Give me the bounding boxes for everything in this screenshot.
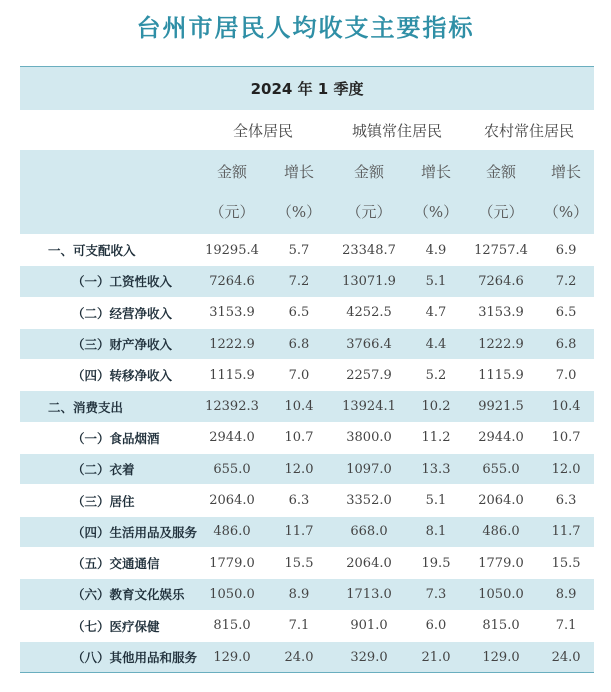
growth-cell: 7.0 <box>268 360 330 391</box>
growth-cell: 7.2 <box>538 266 594 297</box>
amount-cell: 815.0 <box>464 610 538 641</box>
amount-cell: 3153.9 <box>196 297 268 328</box>
row-label: （一）工资性收入 <box>20 266 196 297</box>
row-label: （一）食品烟酒 <box>20 422 196 453</box>
amount-cell: 12757.4 <box>464 235 538 266</box>
row-label: 一、可支配收入 <box>20 235 196 266</box>
growth-cell: 8.9 <box>538 579 594 610</box>
row-label: （八）其他用品和服务 <box>20 641 196 672</box>
indicators-table-container <box>20 66 594 673</box>
amount-cell: 19295.4 <box>196 235 268 266</box>
table-row <box>20 610 594 641</box>
row-label: （五）交通通信 <box>20 547 196 578</box>
amount-cell: 1115.9 <box>196 360 268 391</box>
row-label: （六）教育文化娱乐 <box>20 579 196 610</box>
growth-cell: 6.5 <box>268 297 330 328</box>
growth-unit: （%） <box>413 203 459 221</box>
growth-cell: 10.2 <box>408 391 464 422</box>
table-row <box>20 485 594 516</box>
table-row <box>20 516 594 547</box>
growth-label: 增长 <box>420 163 451 181</box>
amount-cell: 668.0 <box>330 516 408 547</box>
growth-cell: 15.5 <box>268 547 330 578</box>
row-label: （七）医疗保健 <box>20 610 196 641</box>
table-row <box>20 235 594 266</box>
amount-label: 金额 <box>216 163 247 181</box>
growth-cell: 19.5 <box>408 547 464 578</box>
amount-unit: （元） <box>346 203 392 221</box>
amount-cell: 23348.7 <box>330 235 408 266</box>
amount-cell: 3800.0 <box>330 422 408 453</box>
growth-cell: 12.0 <box>268 454 330 485</box>
sub-header-amount <box>464 150 538 235</box>
amount-cell: 13924.1 <box>330 391 408 422</box>
amount-cell: 9921.5 <box>464 391 538 422</box>
header-blank <box>20 110 196 150</box>
sub-header-growth <box>268 150 330 235</box>
growth-cell: 4.4 <box>408 328 464 359</box>
row-label: （二）衣着 <box>20 454 196 485</box>
growth-cell: 6.0 <box>408 610 464 641</box>
table-row <box>20 297 594 328</box>
amount-cell: 1779.0 <box>464 547 538 578</box>
group-header-row <box>20 110 594 150</box>
growth-cell: 6.3 <box>268 485 330 516</box>
sub-header-blank <box>20 150 196 235</box>
amount-cell: 3153.9 <box>464 297 538 328</box>
growth-cell: 5.1 <box>408 485 464 516</box>
growth-cell: 6.8 <box>538 328 594 359</box>
growth-cell: 7.1 <box>268 610 330 641</box>
growth-cell: 11.7 <box>268 516 330 547</box>
table-row <box>20 360 594 391</box>
amount-label: 金额 <box>353 163 384 181</box>
amount-cell: 2944.0 <box>196 422 268 453</box>
amount-cell: 13071.9 <box>330 266 408 297</box>
group-header-all: 全体居民 <box>196 110 330 150</box>
sub-header-amount <box>196 150 268 235</box>
amount-cell: 2064.0 <box>196 485 268 516</box>
amount-cell: 1050.0 <box>464 579 538 610</box>
table-row <box>20 266 594 297</box>
amount-cell: 2064.0 <box>330 547 408 578</box>
amount-cell: 129.0 <box>196 641 268 672</box>
sub-header-amount <box>330 150 408 235</box>
table-row <box>20 547 594 578</box>
growth-cell: 6.8 <box>268 328 330 359</box>
row-label: （四）生活用品及服务 <box>20 516 196 547</box>
sub-header-growth <box>408 150 464 235</box>
growth-cell: 11.2 <box>408 422 464 453</box>
amount-cell: 329.0 <box>330 641 408 672</box>
row-label: （四）转移净收入 <box>20 360 196 391</box>
table-row <box>20 391 594 422</box>
amount-cell: 3766.4 <box>330 328 408 359</box>
growth-cell: 7.0 <box>538 360 594 391</box>
amount-cell: 486.0 <box>464 516 538 547</box>
amount-label: 金额 <box>485 163 516 181</box>
amount-cell: 2257.9 <box>330 360 408 391</box>
amount-unit: （元） <box>209 203 255 221</box>
amount-cell: 2064.0 <box>464 485 538 516</box>
growth-cell: 10.4 <box>268 391 330 422</box>
page-title: 台州市居民人均收支主要指标 <box>136 14 475 42</box>
growth-label: 增长 <box>283 163 314 181</box>
amount-cell: 1115.9 <box>464 360 538 391</box>
growth-cell: 6.5 <box>538 297 594 328</box>
table-row <box>20 328 594 359</box>
growth-cell: 5.1 <box>408 266 464 297</box>
group-header-rural: 农村常住居民 <box>464 110 594 150</box>
amount-cell: 2944.0 <box>464 422 538 453</box>
growth-cell: 7.2 <box>268 266 330 297</box>
amount-cell: 655.0 <box>196 454 268 485</box>
row-label: （三）财产净收入 <box>20 328 196 359</box>
amount-cell: 901.0 <box>330 610 408 641</box>
table-row <box>20 579 594 610</box>
table-row <box>20 454 594 485</box>
growth-cell: 10.4 <box>538 391 594 422</box>
amount-cell: 7264.6 <box>464 266 538 297</box>
growth-cell: 24.0 <box>538 641 594 672</box>
amount-cell: 1222.9 <box>464 328 538 359</box>
amount-cell: 1097.0 <box>330 454 408 485</box>
growth-cell: 4.9 <box>408 235 464 266</box>
amount-cell: 12392.3 <box>196 391 268 422</box>
amount-cell: 815.0 <box>196 610 268 641</box>
growth-cell: 10.7 <box>268 422 330 453</box>
amount-cell: 4252.5 <box>330 297 408 328</box>
growth-cell: 8.1 <box>408 516 464 547</box>
growth-cell: 13.3 <box>408 454 464 485</box>
growth-cell: 24.0 <box>268 641 330 672</box>
sub-header-growth <box>538 150 594 235</box>
row-label: （二）经营净收入 <box>20 297 196 328</box>
amount-cell: 7264.6 <box>196 266 268 297</box>
growth-cell: 7.1 <box>538 610 594 641</box>
amount-cell: 3352.0 <box>330 485 408 516</box>
growth-cell: 5.7 <box>268 235 330 266</box>
growth-cell: 11.7 <box>538 516 594 547</box>
indicators-table <box>20 67 594 672</box>
growth-cell: 12.0 <box>538 454 594 485</box>
growth-cell: 5.2 <box>408 360 464 391</box>
sub-header-row <box>20 150 594 235</box>
row-label: （三）居住 <box>20 485 196 516</box>
growth-cell: 4.7 <box>408 297 464 328</box>
group-header-urban: 城镇常住居民 <box>330 110 464 150</box>
period-label: 2024 年 1 季度 <box>20 67 594 110</box>
growth-unit: （%） <box>276 203 322 221</box>
amount-cell: 1050.0 <box>196 579 268 610</box>
growth-cell: 15.5 <box>538 547 594 578</box>
growth-cell: 6.9 <box>538 235 594 266</box>
growth-unit: （%） <box>543 203 589 221</box>
table-row <box>20 641 594 672</box>
amount-cell: 655.0 <box>464 454 538 485</box>
row-label: 二、消费支出 <box>20 391 196 422</box>
growth-cell: 6.3 <box>538 485 594 516</box>
amount-cell: 1222.9 <box>196 328 268 359</box>
growth-cell: 7.3 <box>408 579 464 610</box>
amount-cell: 129.0 <box>464 641 538 672</box>
amount-cell: 1713.0 <box>330 579 408 610</box>
growth-cell: 21.0 <box>408 641 464 672</box>
period-row <box>20 67 594 110</box>
amount-cell: 486.0 <box>196 516 268 547</box>
growth-label: 增长 <box>551 163 582 181</box>
growth-cell: 8.9 <box>268 579 330 610</box>
growth-cell: 10.7 <box>538 422 594 453</box>
table-row <box>20 422 594 453</box>
amount-cell: 1779.0 <box>196 547 268 578</box>
amount-unit: （元） <box>478 203 524 221</box>
